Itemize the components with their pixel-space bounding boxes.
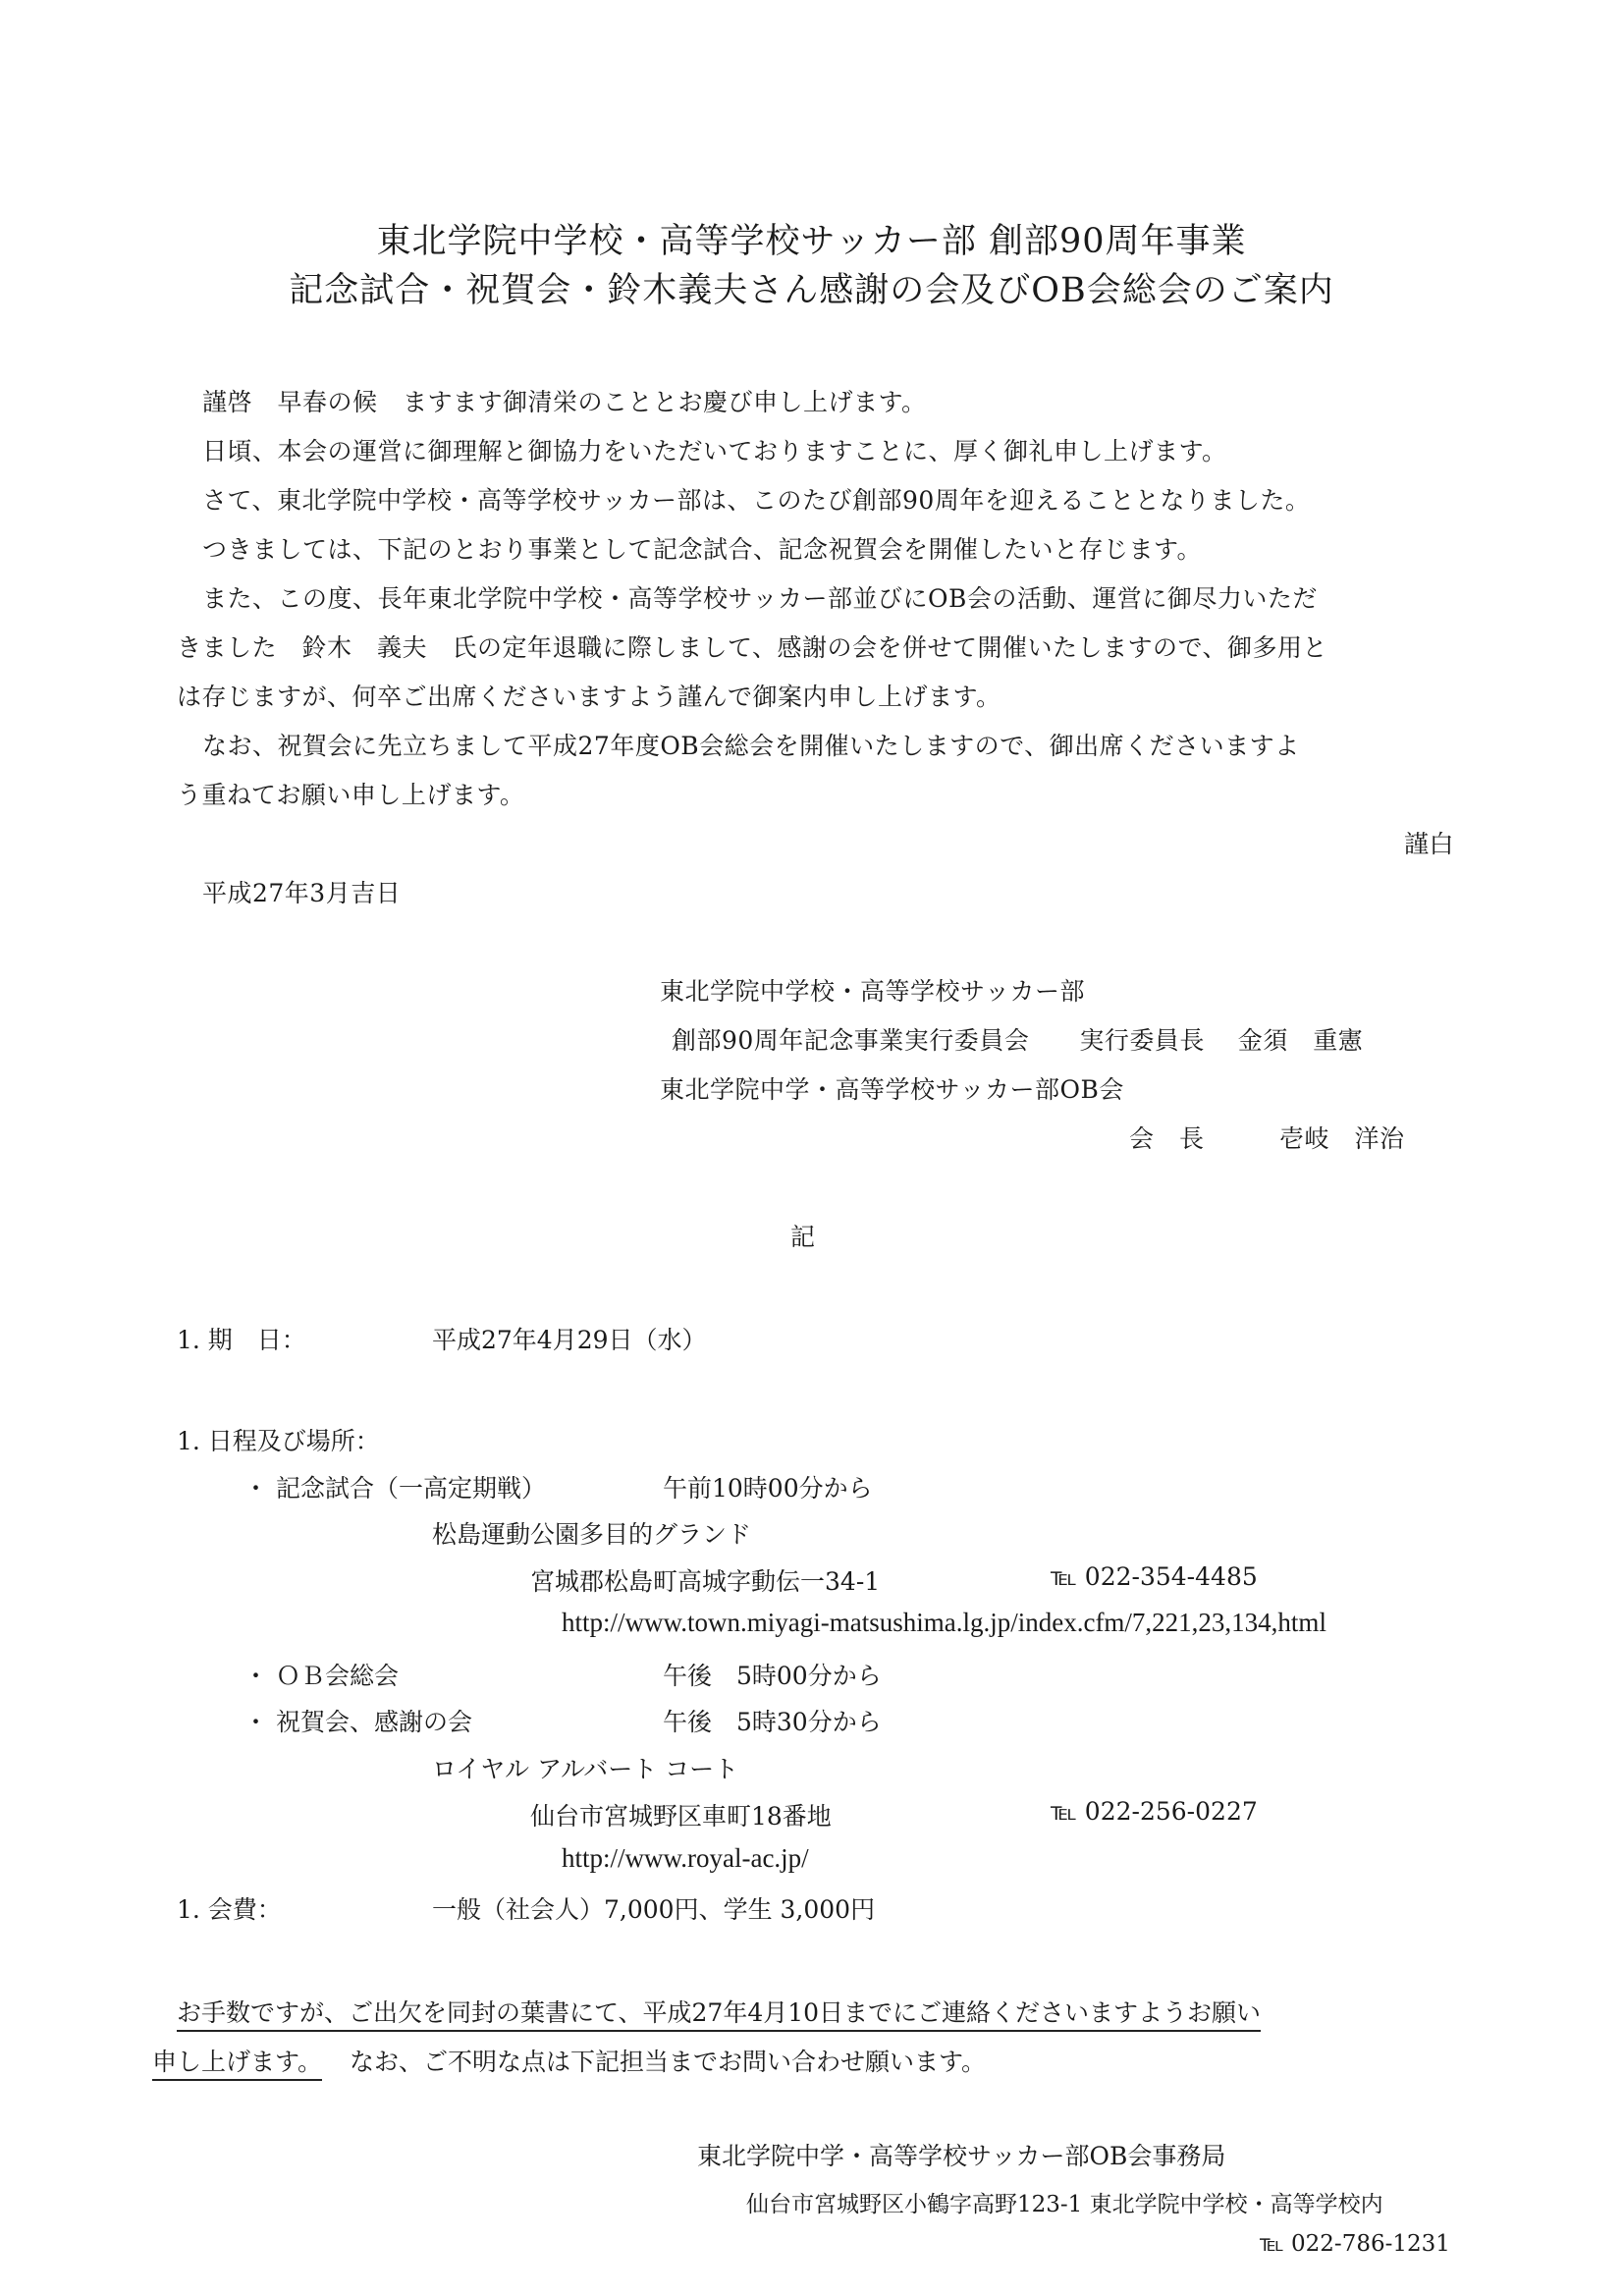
body-paragraph: さて、東北学院中学校・高等学校サッカー部は、このたび創部90周年を迎えることとなりました。 xyxy=(202,486,1311,515)
party-tel: ℡ 022-256-0227 xyxy=(1051,1797,1258,1826)
sender-line-3: 東北学院中学・高等学校サッカー部OB会 xyxy=(660,1075,1124,1104)
body-paragraph: 日頃、本会の運営に御理解と御協力をいただいておりますことに、厚く御礼申し上げます。 xyxy=(202,437,1227,465)
rsvp-notice-continued xyxy=(152,2043,986,2078)
title-line-2: 記念試合・祝賀会・鈴木義夫さん感謝の会及びOB会総会のご案内 xyxy=(289,271,1334,310)
sender-line-4: 会 長 壱岐 洋治 xyxy=(1129,1124,1405,1153)
match-label: ・ 記念試合（一高定期戦） xyxy=(243,1474,546,1503)
sender-line-1: 東北学院中学校・高等学校サッカー部 xyxy=(660,977,1086,1006)
title-line-1: 東北学院中学校・高等学校サッカー部 創部90周年事業 xyxy=(376,222,1247,261)
body-paragraph: また、この度、長年東北学院中学校・高等学校サッカー部並びにOB会の活動、運営に御尽力いただ xyxy=(202,584,1318,613)
date-label: 1. 期 日： xyxy=(177,1326,306,1354)
fee-label: 1. 会費： xyxy=(177,1895,282,1924)
match-url: http://www.town.miyagi-matsushima.lg.jp/index.cfm/7,221,23,134,html xyxy=(562,1608,1326,1637)
party-address: 仙台市宮城野区車町18番地 xyxy=(530,1802,832,1831)
body-paragraph: つきましては、下記のとおり事業として記念試合、記念祝賀会を開催したいと存じます。 xyxy=(202,535,1203,564)
issue-date: 平成27年3月吉日 xyxy=(202,879,402,907)
schedule-label: 1. 日程及び場所： xyxy=(177,1427,380,1455)
body-paragraph: は存じますが、何卒ご出席くださいますよう謹んで御案内申し上げます。 xyxy=(177,683,1001,711)
party-venue: ロイヤル アルバート コート xyxy=(432,1755,739,1783)
closing-word: 謹白 xyxy=(1404,830,1455,858)
ki-heading: 記 xyxy=(790,1223,816,1251)
rsvp-underlined-text: 申し上げます。 xyxy=(152,2048,322,2081)
ob-meeting-time: 午後 5時00分から xyxy=(663,1662,882,1690)
party-time: 午後 5時30分から xyxy=(663,1708,882,1736)
office-tel: ℡ 022-786-1231 xyxy=(1260,2231,1450,2257)
body-paragraph: う重ねてお願い申し上げます。 xyxy=(177,781,525,809)
inquiry-text: なお、ご不明な点は下記担当までお問い合わせ願います。 xyxy=(350,2048,987,2076)
body-paragraph: きました 鈴木 義夫 氏の定年退職に際しまして、感謝の会を併せて開催いたしますので、御多用と xyxy=(177,633,1328,662)
date-value: 平成27年4月29日（水） xyxy=(432,1326,707,1354)
party-label: ・ 祝賀会、感謝の会 xyxy=(243,1708,472,1736)
office-name: 東北学院中学・高等学校サッカー部OB会事務局 xyxy=(697,2142,1226,2170)
rsvp-underlined-text: お手数ですが、ご出欠を同封の葉書にて、平成27年4月10日までにご連絡くださいますようお願い xyxy=(177,1998,1261,2032)
sender-line-2: 創部90周年記念事業実行委員会 実行委員長 金須 重憲 xyxy=(672,1026,1364,1055)
fee-value: 一般（社会人）7,000円、学生 3,000円 xyxy=(432,1895,876,1924)
greeting: 謹啓 早春の候 ますます御清栄のこととお慶び申し上げます。 xyxy=(202,388,927,416)
ob-meeting-label: ・ ＯＢ会総会 xyxy=(243,1662,399,1690)
match-venue: 松島運動公園多目的グランド xyxy=(432,1520,752,1549)
rsvp-notice xyxy=(177,1994,1261,2029)
office-address: 仙台市宮城野区小鶴字高野123-1 東北学院中学校・高等学校内 xyxy=(746,2192,1383,2217)
match-address: 宮城郡松島町高城字動伝一34-1 xyxy=(530,1567,881,1596)
match-time: 午前10時00分から xyxy=(663,1474,873,1503)
body-paragraph: なお、祝賀会に先立ちまして平成27年度OB会総会を開催いたしますので、御出席くださいますよ xyxy=(202,732,1300,760)
match-tel: ℡ 022-354-4485 xyxy=(1051,1562,1258,1591)
party-url: http://www.royal-ac.jp/ xyxy=(562,1843,809,1873)
